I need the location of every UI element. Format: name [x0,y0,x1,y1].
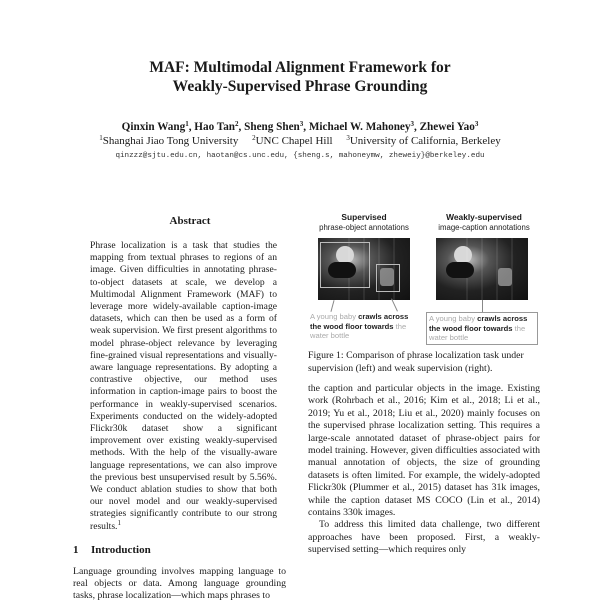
affiliation-list [0,134,600,148]
title-line-2: Weakly-Supervised Phrase Grounding [172,78,428,95]
author: Qinxin Wang$^1$ [121,120,189,133]
figure-left-header [308,212,420,233]
section-heading-introduction [73,544,151,556]
paragraph: To address this limited data challenge, two different approaches have been proposed. First, a weakly-supervised setting—which requires only [308,519,540,556]
affiliation: $^2$UNC Chapel Hill [252,134,333,147]
weakly-supervised-subheading: image-caption annotations [438,223,530,232]
title-line-1: MAF: Multimodal Alignment Framework for [149,59,451,76]
annotation-leader-line [482,300,483,312]
author-list: Qinxin Wang$^1$, Hao Tan$^2$, Sheng Shen$^3$, Michael W. Mahoney$^3$, Zhewei Yao$^3$ [121,120,479,133]
affiliation: $^1$Shanghai Jiao Tong University [99,134,239,147]
affiliation: $^3$University of California, Berkeley [346,134,501,147]
weakly-supervised-heading: Weakly-supervised [446,212,522,222]
water-bottle [498,268,512,286]
figure-1 [308,212,540,342]
figure-right-header [428,212,540,233]
author-emails: qinzzz@sjtu.edu.cn, haotan@cs.unc.edu, {sheng.s, mahoneymw, zheweiy}@berkeley.edu [115,152,485,160]
author: Michael W. Mahoney$^3$ [308,120,414,133]
paper-title [0,58,600,96]
floor-stripe [466,238,468,300]
supervised-subheading: phrase-object annotations [319,223,409,232]
paragraph: the caption and particular objects in the image. Existing work (Rohrbach et al., 2016; Kim et al., 2018; Li et al., 2019; Yu et al., 2018; Liu et al., 2020) mainly focuses on the supervised phrase localization setting. This requires a large-scale annotated dataset of phrase-object pairs for model training. However, given difficulties associated with manual annotation of objects, the size of grounding datasets is often limited. For example, the widely-adopted Flickr30k (Plummer et al., 2015) dataset has 31k images, while the caption dataset MS COCO (Lin et al., 2014) contains 330k images. [308,383,540,519]
author: Sheng Shen$^3$ [244,120,304,133]
introduction-body: Language grounding involves mapping language to real objects or data. Among language grounding tasks, phrase localization—which maps phrases to [73,566,286,602]
bottle-bounding-box [376,264,400,292]
caption-text-supervised: A young baby crawls across the wood floor towards the water bottle [310,312,409,341]
footnote-mark: 1 [117,518,121,527]
baby-photo-weakly-supervised [436,238,528,300]
floor-stripe [481,238,483,300]
caption-text-weakly-supervised: A young baby crawls across the wood floor towards the water bottle [426,312,538,345]
section-number: 1 [73,544,79,556]
baby-photo-supervised [318,238,410,300]
annotation-leader-line [391,298,398,311]
right-column-body [308,383,540,557]
abstract-heading: Abstract [169,215,211,227]
section-title: Introduction [91,544,151,556]
annotation-leader-line [330,300,334,312]
author: Hao Tan$^2$ [194,120,239,133]
baby-bounding-box [320,242,370,288]
author: Zhewei Yao$^3$ [419,120,479,133]
supervised-heading: Supervised [341,212,387,222]
figure-1-caption: Figure 1: Comparison of phrase localization task under supervision (left) and weak supervision (right). [308,350,524,374]
abstract-body: Phrase localization is a task that studies the mapping from textual phrases to regions of an image. Given difficulties in annotating phrase-to-object datasets at scale, we develop a Multimodal Alignment Framework (MAF) to leverage more widely-available caption-image datasets, which can then be used as a form of weak supervision. We first present algorithms to model phrase-object relevance by leveraging fine-grained visual representations and visually-aware language representations. By adopting a contrastive objective, our method uses information in caption-image pairs to boost the performance in weakly-supervised scenarios. Experiments conducted on the widely-adopted Flickr30k dataset show a significant improvement over existing weakly-supervised methods. With the help of the visually-aware language representations, we can also improve the previous best unsupervised result by 5.56%. We conduct ablation studies to show that both our novel model and our weakly-supervised strategies significantly contribute to our strong results.$^1$ [90,240,277,532]
